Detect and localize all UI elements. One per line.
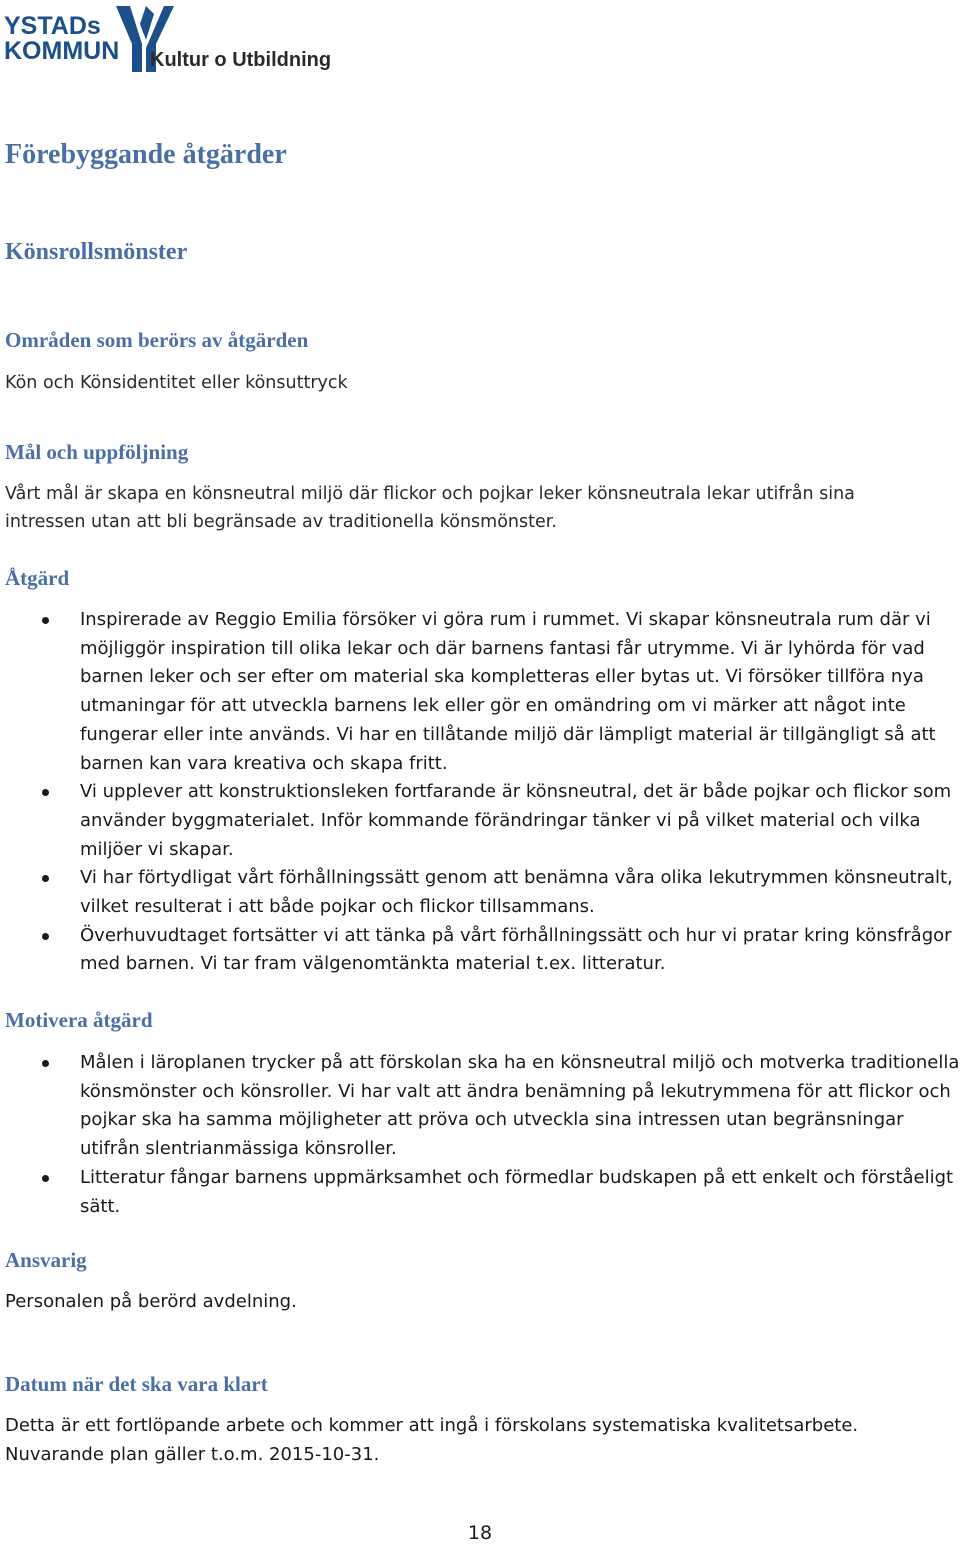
- logo-department: Kultur o Utbildning: [150, 49, 332, 71]
- section-text-omraden: Kön och Könsidentitet eller könsuttryck: [5, 373, 348, 393]
- logo: [4, 2, 334, 78]
- bullet-icon: [42, 789, 49, 796]
- section-heading-datum: Datum när det ska vara klart: [5, 1372, 268, 1396]
- bullet-icon: [42, 1060, 49, 1067]
- logo-line-2: KOMMUN: [4, 37, 120, 65]
- logo-line-1: YSTADs: [4, 12, 101, 40]
- section-text-ansvarig: Personalen på berörd avdelning.: [5, 1291, 297, 1312]
- list-item-text: Litteratur fångar barnens uppmärksamhet och förmedlar budskapen på ett enkelt och förståeligt sätt.: [80, 1166, 954, 1217]
- section-heading-omraden: Områden som berörs av åtgärden: [5, 328, 309, 352]
- page-title: Förebyggande åtgärder: [5, 139, 287, 170]
- list-item-text: Vi upplever att konstruktionsleken fortfarande är könsneutral, det är både pojkar och flickor som använder byggmaterialet. Inför kommande förändringar tänker vi på vilket material och vilka miljöer vi skapar.: [80, 781, 952, 860]
- section-text-datum-line2: Nuvarande plan gäller t.o.m. 2015-10-31.: [5, 1444, 380, 1465]
- page-subtitle: Könsrollsmönster: [5, 239, 188, 265]
- bullet-icon: [42, 617, 49, 624]
- section-heading-mal: Mål och uppföljning: [5, 440, 189, 464]
- bullet-icon: [42, 933, 49, 940]
- list-item-text: Inspirerade av Reggio Emilia försöker vi göra rum i rummet. Vi skapar könsneutrala rum där vi möjliggör inspiration till olika lekar och där barnens fantasi får utrymme. Vi är lyhörda för vad barnen leker och ser efter om material ska kompletteras eller bytas ut. Vi försöker tillföra nya utmaningar för att utveckla barnens lek eller gör en omändring om vi märker att något inte fungerar eller inte används. Vi har en tillåtande miljö där lämpligt material är tillgängligt så att barnen kan vara kreativa och skapa fritt.: [80, 609, 936, 774]
- list-item: [0, 1164, 960, 1221]
- page-number: 18: [467, 1522, 493, 1544]
- section-heading-atgard: Åtgärd: [5, 566, 70, 590]
- list-item: [0, 1049, 960, 1164]
- motivera-list: [0, 1049, 960, 1221]
- bullet-icon: [42, 1175, 49, 1182]
- list-item: [0, 864, 960, 921]
- list-item-text: Vi har förtydligat vårt förhållningssätt genom att benämna våra olika lekutrymmen könsneutralt, vilket resulterat i att både pojkar och flickor tillsammans.: [80, 867, 953, 918]
- list-item: [0, 778, 960, 864]
- atgard-list: [0, 606, 960, 979]
- list-item-text: Målen i läroplanen trycker på att förskolan ska ha en könsneutral miljö och motverka traditionella könsmönster och könsroller. Vi har valt att ändra benämning på lekutrymmena för att flickor och pojkar ska ha samma möjligheter att pröva och utveckla sina intressen utan begränsningar utifrån slentrianmässiga könsroller.: [80, 1052, 960, 1160]
- section-text-datum-line1: Detta är ett fortlöpande arbete och kommer att ingå i förskolans systematiska kvalitetsarbete.: [5, 1415, 859, 1436]
- section-heading-motivera: Motivera åtgärd: [5, 1008, 153, 1032]
- bullet-icon: [42, 875, 49, 882]
- section-heading-ansvarig: Ansvarig: [5, 1248, 87, 1272]
- section-text-mal: Vårt mål är skapa en könsneutral miljö där flickor och pojkar leker könsneutrala lekar utifrån sina intressen utan att bli begränsade av traditionella könsmönster.: [5, 484, 855, 532]
- list-item: [0, 922, 960, 979]
- list-item-text: Överhuvudtaget fortsätter vi att tänka på vårt förhållningssätt och hur vi pratar kring könsfrågor med barnen. Vi tar fram välgenomtänkta material t.ex. litteratur.: [80, 924, 952, 975]
- list-item: [0, 606, 960, 778]
- logo-municipality-name: [4, 12, 120, 65]
